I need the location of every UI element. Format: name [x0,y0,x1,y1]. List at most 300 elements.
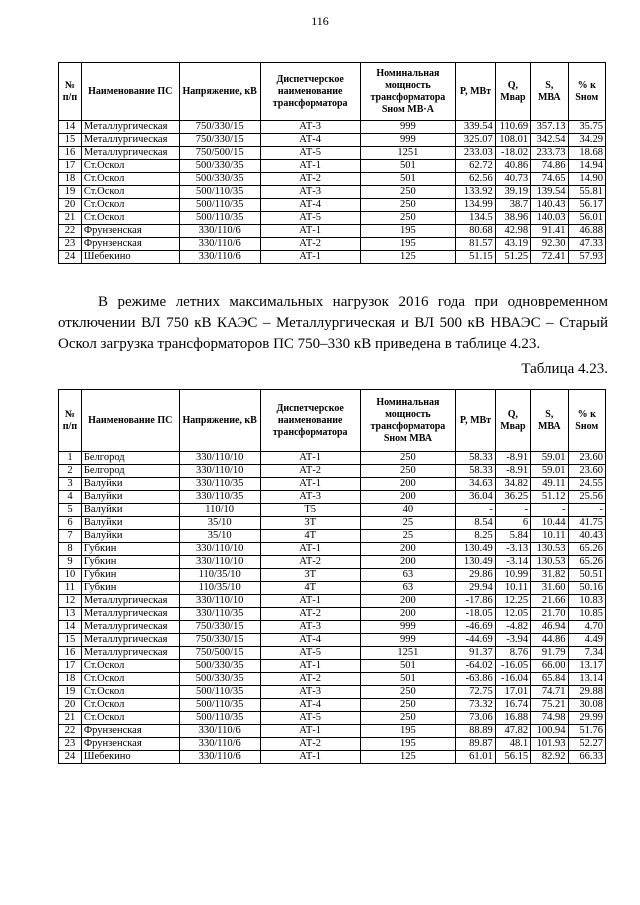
cell-dispatch-name: АТ-4 [260,699,360,712]
cell-rated-power: 250 [360,186,456,199]
cell-q: 56.15 [495,751,530,764]
header-voltage: Напряжение, кВ [179,390,260,452]
cell-name: Ст.Оскол [81,712,179,725]
cell-rated-power: 501 [360,673,456,686]
cell-q: -16.05 [495,660,530,673]
cell-q: -3.14 [495,556,530,569]
table-header-row [59,63,606,121]
cell-q: -4.82 [495,621,530,634]
cell-q: 6 [495,517,530,530]
cell-p: 73.32 [456,699,496,712]
cell-voltage: 330/110/6 [179,751,260,764]
table-row [59,186,606,199]
cell-q: 47.82 [495,725,530,738]
cell-rated-power: 63 [360,569,456,582]
cell-num: 16 [59,647,82,660]
table-row [59,134,606,147]
cell-name: Ст.Оскол [81,173,179,186]
cell-num: 8 [59,543,82,556]
transformer-load-table-4-23 [58,389,606,764]
cell-dispatch-name: АТ-4 [260,134,360,147]
cell-dispatch-name: Т5 [260,504,360,517]
cell-s: 10.11 [531,530,568,543]
cell-dispatch-name: АТ-1 [260,751,360,764]
cell-percent: 50.51 [568,569,605,582]
cell-rated-power: 999 [360,634,456,647]
cell-rated-power: 200 [360,595,456,608]
cell-num: 7 [59,530,82,543]
table-row [59,686,606,699]
cell-percent: 47.33 [568,238,605,251]
cell-percent: 29.88 [568,686,605,699]
cell-percent: 46.88 [568,225,605,238]
cell-voltage: 500/110/35 [179,686,260,699]
cell-name: Ст.Оскол [81,686,179,699]
cell-percent: 35.75 [568,121,605,134]
cell-percent: 55.81 [568,186,605,199]
cell-voltage: 750/330/15 [179,121,260,134]
cell-num: 11 [59,582,82,595]
cell-q: 34.82 [495,478,530,491]
cell-voltage: 750/330/15 [179,134,260,147]
cell-p: 134.99 [456,199,496,212]
cell-p: 133.92 [456,186,496,199]
header-dispatch-name: Диспетчерское наименование трансформатора [260,390,360,452]
cell-rated-power: 999 [360,134,456,147]
cell-voltage: 330/110/6 [179,238,260,251]
cell-percent: 50.16 [568,582,605,595]
cell-p: 51.15 [456,251,496,264]
cell-p: 8.54 [456,517,496,530]
cell-name: Фрунзенская [81,225,179,238]
cell-percent: 34.29 [568,134,605,147]
cell-percent: 41.75 [568,517,605,530]
cell-dispatch-name: АТ-3 [260,621,360,634]
cell-name: Губкин [81,569,179,582]
cell-num: 21 [59,212,82,225]
cell-q: 48.1 [495,738,530,751]
cell-dispatch-name: АТ-1 [260,725,360,738]
table-row [59,634,606,647]
cell-rated-power: 501 [360,173,456,186]
cell-s: 31.60 [531,582,568,595]
cell-p: 29.94 [456,582,496,595]
cell-s: 82.92 [531,751,568,764]
cell-num: 19 [59,686,82,699]
cell-s: 91.79 [531,647,568,660]
cell-dispatch-name: АТ-4 [260,199,360,212]
cell-s: 140.03 [531,212,568,225]
cell-name: Металлургическая [81,608,179,621]
cell-p: 91.37 [456,647,496,660]
cell-voltage: 35/10 [179,530,260,543]
cell-q: 39.19 [495,186,530,199]
table-header-row [59,390,606,452]
cell-rated-power: 25 [360,530,456,543]
header-q: Q, Мвар [495,390,530,452]
cell-percent: 66.33 [568,751,605,764]
cell-dispatch-name: АТ-1 [260,225,360,238]
cell-s: 10.44 [531,517,568,530]
cell-s: 66.00 [531,660,568,673]
cell-voltage: 330/110/6 [179,225,260,238]
cell-q: 16.88 [495,712,530,725]
cell-voltage: 330/110/10 [179,595,260,608]
header-p: P, МВт [456,63,496,121]
cell-rated-power: 195 [360,738,456,751]
cell-name: Белгород [81,452,179,465]
cell-rated-power: 195 [360,225,456,238]
cell-name: Губкин [81,543,179,556]
cell-dispatch-name: 3Т [260,517,360,530]
cell-num: 21 [59,712,82,725]
cell-s: 74.71 [531,686,568,699]
cell-rated-power: 125 [360,251,456,264]
cell-p: -63.86 [456,673,496,686]
cell-name: Ст.Оскол [81,660,179,673]
table-row [59,504,606,517]
cell-s: 342.54 [531,134,568,147]
cell-num: 10 [59,569,82,582]
cell-voltage: 500/330/35 [179,660,260,673]
cell-rated-power: 250 [360,686,456,699]
cell-s: 75.21 [531,699,568,712]
cell-p: 8.25 [456,530,496,543]
table-row [59,212,606,225]
cell-rated-power: 250 [360,199,456,212]
cell-percent: 13.14 [568,673,605,686]
cell-name: Валуйки [81,491,179,504]
cell-s: 130.53 [531,543,568,556]
cell-dispatch-name: АТ-5 [260,147,360,160]
cell-s: 100.94 [531,725,568,738]
cell-rated-power: 1251 [360,647,456,660]
cell-dispatch-name: 3Т [260,569,360,582]
cell-num: 4 [59,491,82,504]
cell-p: -18.05 [456,608,496,621]
cell-voltage: 500/110/35 [179,212,260,225]
cell-voltage: 500/330/35 [179,173,260,186]
table-row [59,647,606,660]
cell-percent: 10.83 [568,595,605,608]
cell-dispatch-name: АТ-1 [260,452,360,465]
cell-voltage: 500/110/35 [179,699,260,712]
cell-num: 12 [59,595,82,608]
cell-num: 15 [59,134,82,147]
cell-q: -16.04 [495,673,530,686]
cell-num: 23 [59,738,82,751]
header-voltage: Напряжение, кВ [179,63,260,121]
cell-percent: 4.70 [568,621,605,634]
table-row [59,251,606,264]
cell-dispatch-name: АТ-3 [260,686,360,699]
cell-num: 14 [59,621,82,634]
cell-percent: 57.93 [568,251,605,264]
cell-s: 59.01 [531,465,568,478]
table-row [59,173,606,186]
cell-p: 233.03 [456,147,496,160]
cell-q: 12.05 [495,608,530,621]
cell-p: 62.72 [456,160,496,173]
cell-s: 74.86 [531,160,568,173]
cell-percent: 24.55 [568,478,605,491]
cell-voltage: 330/110/10 [179,556,260,569]
cell-p: 29.86 [456,569,496,582]
cell-p: 58.33 [456,465,496,478]
cell-voltage: 500/110/35 [179,712,260,725]
cell-num: 14 [59,121,82,134]
cell-dispatch-name: АТ-3 [260,121,360,134]
header-percent: % к Sном [568,390,605,452]
cell-voltage: 35/10 [179,517,260,530]
cell-voltage: 500/330/35 [179,160,260,173]
cell-num: 20 [59,199,82,212]
header-name: Наименование ПС [81,390,179,452]
cell-percent: 51.76 [568,725,605,738]
cell-name: Фрунзенская [81,238,179,251]
cell-num: 18 [59,173,82,186]
cell-name: Валуйки [81,504,179,517]
cell-dispatch-name: АТ-2 [260,173,360,186]
cell-dispatch-name: 4Т [260,582,360,595]
cell-q: 12.25 [495,595,530,608]
table-row [59,199,606,212]
cell-name: Ст.Оскол [81,673,179,686]
cell-q: 36.25 [495,491,530,504]
cell-p: 88.89 [456,725,496,738]
cell-num: 20 [59,699,82,712]
cell-q: 5.84 [495,530,530,543]
cell-rated-power: 250 [360,712,456,725]
table-row [59,582,606,595]
cell-name: Шебекино [81,751,179,764]
cell-s: 72.41 [531,251,568,264]
table-row [59,517,606,530]
header-s: S, МВА [531,63,568,121]
table-row [59,699,606,712]
cell-percent: 13.17 [568,660,605,673]
cell-rated-power: 999 [360,621,456,634]
cell-rated-power: 125 [360,751,456,764]
cell-name: Металлургическая [81,647,179,660]
cell-dispatch-name: АТ-3 [260,186,360,199]
cell-s: 139.54 [531,186,568,199]
cell-rated-power: 25 [360,517,456,530]
cell-voltage: 330/110/35 [179,478,260,491]
cell-p: 130.49 [456,556,496,569]
cell-s: 21.70 [531,608,568,621]
cell-s: 46.94 [531,621,568,634]
table-row [59,556,606,569]
cell-num: 2 [59,465,82,478]
cell-p: -17.86 [456,595,496,608]
cell-s: 65.84 [531,673,568,686]
cell-dispatch-name: АТ-1 [260,251,360,264]
cell-s: 51.12 [531,491,568,504]
header-s: S, МВА [531,390,568,452]
cell-q: 16.74 [495,699,530,712]
cell-p: 134.5 [456,212,496,225]
cell-q: -8.91 [495,452,530,465]
cell-p: -46.69 [456,621,496,634]
cell-name: Ст.Оскол [81,199,179,212]
cell-s: 91.41 [531,225,568,238]
cell-s: 44.86 [531,634,568,647]
cell-percent: 56.17 [568,199,605,212]
cell-dispatch-name: АТ-1 [260,478,360,491]
table-row [59,569,606,582]
cell-s: 74.98 [531,712,568,725]
cell-name: Фрунзенская [81,725,179,738]
header-num: № п/п [59,63,82,121]
cell-dispatch-name: АТ-2 [260,238,360,251]
cell-num: 3 [59,478,82,491]
cell-q: 10.99 [495,569,530,582]
cell-q: 42.98 [495,225,530,238]
cell-p: - [456,504,496,517]
cell-num: 24 [59,251,82,264]
cell-dispatch-name: АТ-5 [260,212,360,225]
cell-p: 89.87 [456,738,496,751]
cell-s: 59.01 [531,452,568,465]
header-rated-power: Номинальная мощность трансформатора Sном МВА [360,390,456,452]
cell-dispatch-name: АТ-3 [260,491,360,504]
cell-num: 15 [59,634,82,647]
table-body [59,121,606,264]
table-row [59,478,606,491]
table-row [59,225,606,238]
cell-voltage: 500/110/35 [179,186,260,199]
cell-dispatch-name: АТ-2 [260,673,360,686]
cell-rated-power: 200 [360,478,456,491]
cell-name: Металлургическая [81,634,179,647]
cell-p: 339.54 [456,121,496,134]
table-row [59,621,606,634]
cell-p: 61.01 [456,751,496,764]
cell-percent: 56.01 [568,212,605,225]
table-row [59,595,606,608]
cell-s: 233.73 [531,147,568,160]
cell-rated-power: 195 [360,238,456,251]
cell-q: 38.7 [495,199,530,212]
cell-rated-power: 250 [360,699,456,712]
cell-percent: 23.60 [568,465,605,478]
cell-num: 17 [59,660,82,673]
cell-voltage: 750/500/15 [179,147,260,160]
cell-num: 19 [59,186,82,199]
cell-s: - [531,504,568,517]
cell-p: 62.56 [456,173,496,186]
header-q: Q, Мвар [495,63,530,121]
table-row [59,543,606,556]
cell-s: 49.11 [531,478,568,491]
cell-voltage: 750/330/15 [179,621,260,634]
table-caption: Таблица 4.23. [521,361,608,377]
cell-p: 325.07 [456,134,496,147]
cell-dispatch-name: 4Т [260,530,360,543]
cell-percent: 52.27 [568,738,605,751]
cell-name: Губкин [81,556,179,569]
cell-num: 24 [59,751,82,764]
cell-p: -64.02 [456,660,496,673]
cell-percent: 30.08 [568,699,605,712]
cell-voltage: 500/110/35 [179,199,260,212]
cell-voltage: 330/110/10 [179,465,260,478]
cell-num: 6 [59,517,82,530]
cell-rated-power: 200 [360,491,456,504]
cell-dispatch-name: АТ-4 [260,634,360,647]
cell-name: Металлургическая [81,134,179,147]
cell-p: 80.68 [456,225,496,238]
cell-q: 38.96 [495,212,530,225]
cell-s: 74.65 [531,173,568,186]
cell-rated-power: 200 [360,556,456,569]
table-row [59,660,606,673]
cell-name: Ст.Оскол [81,699,179,712]
table-row [59,673,606,686]
cell-q: -8.91 [495,465,530,478]
cell-p: -44.69 [456,634,496,647]
transformer-load-table-continued [58,62,606,264]
cell-percent: 7.34 [568,647,605,660]
table-row [59,147,606,160]
cell-rated-power: 501 [360,160,456,173]
table-row [59,160,606,173]
cell-num: 23 [59,238,82,251]
cell-p: 58.33 [456,452,496,465]
cell-voltage: 330/110/35 [179,608,260,621]
cell-voltage: 330/110/6 [179,725,260,738]
cell-s: 31.82 [531,569,568,582]
cell-p: 72.75 [456,686,496,699]
cell-percent: 10.85 [568,608,605,621]
cell-rated-power: 501 [360,660,456,673]
cell-rated-power: 999 [360,121,456,134]
cell-name: Ст.Оскол [81,160,179,173]
table-row [59,608,606,621]
cell-voltage: 750/330/15 [179,634,260,647]
cell-name: Шебекино [81,251,179,264]
table-row [59,491,606,504]
cell-voltage: 330/110/10 [179,452,260,465]
cell-voltage: 110/35/10 [179,582,260,595]
cell-q: -3.13 [495,543,530,556]
cell-q: -18.02 [495,147,530,160]
header-p: P, МВт [456,390,496,452]
table-row [59,712,606,725]
cell-name: Губкин [81,582,179,595]
cell-dispatch-name: АТ-1 [260,160,360,173]
cell-p: 34.63 [456,478,496,491]
table-row [59,452,606,465]
cell-s: 140.43 [531,199,568,212]
cell-p: 130.49 [456,543,496,556]
cell-p: 73.06 [456,712,496,725]
cell-p: 81.57 [456,238,496,251]
cell-percent: 29.99 [568,712,605,725]
cell-rated-power: 195 [360,725,456,738]
cell-s: 130.53 [531,556,568,569]
cell-name: Металлургическая [81,621,179,634]
cell-rated-power: 40 [360,504,456,517]
cell-percent: - [568,504,605,517]
cell-dispatch-name: АТ-1 [260,595,360,608]
cell-s: 357.13 [531,121,568,134]
cell-percent: 40.43 [568,530,605,543]
cell-q: 40.86 [495,160,530,173]
cell-dispatch-name: АТ-5 [260,712,360,725]
cell-rated-power: 200 [360,543,456,556]
